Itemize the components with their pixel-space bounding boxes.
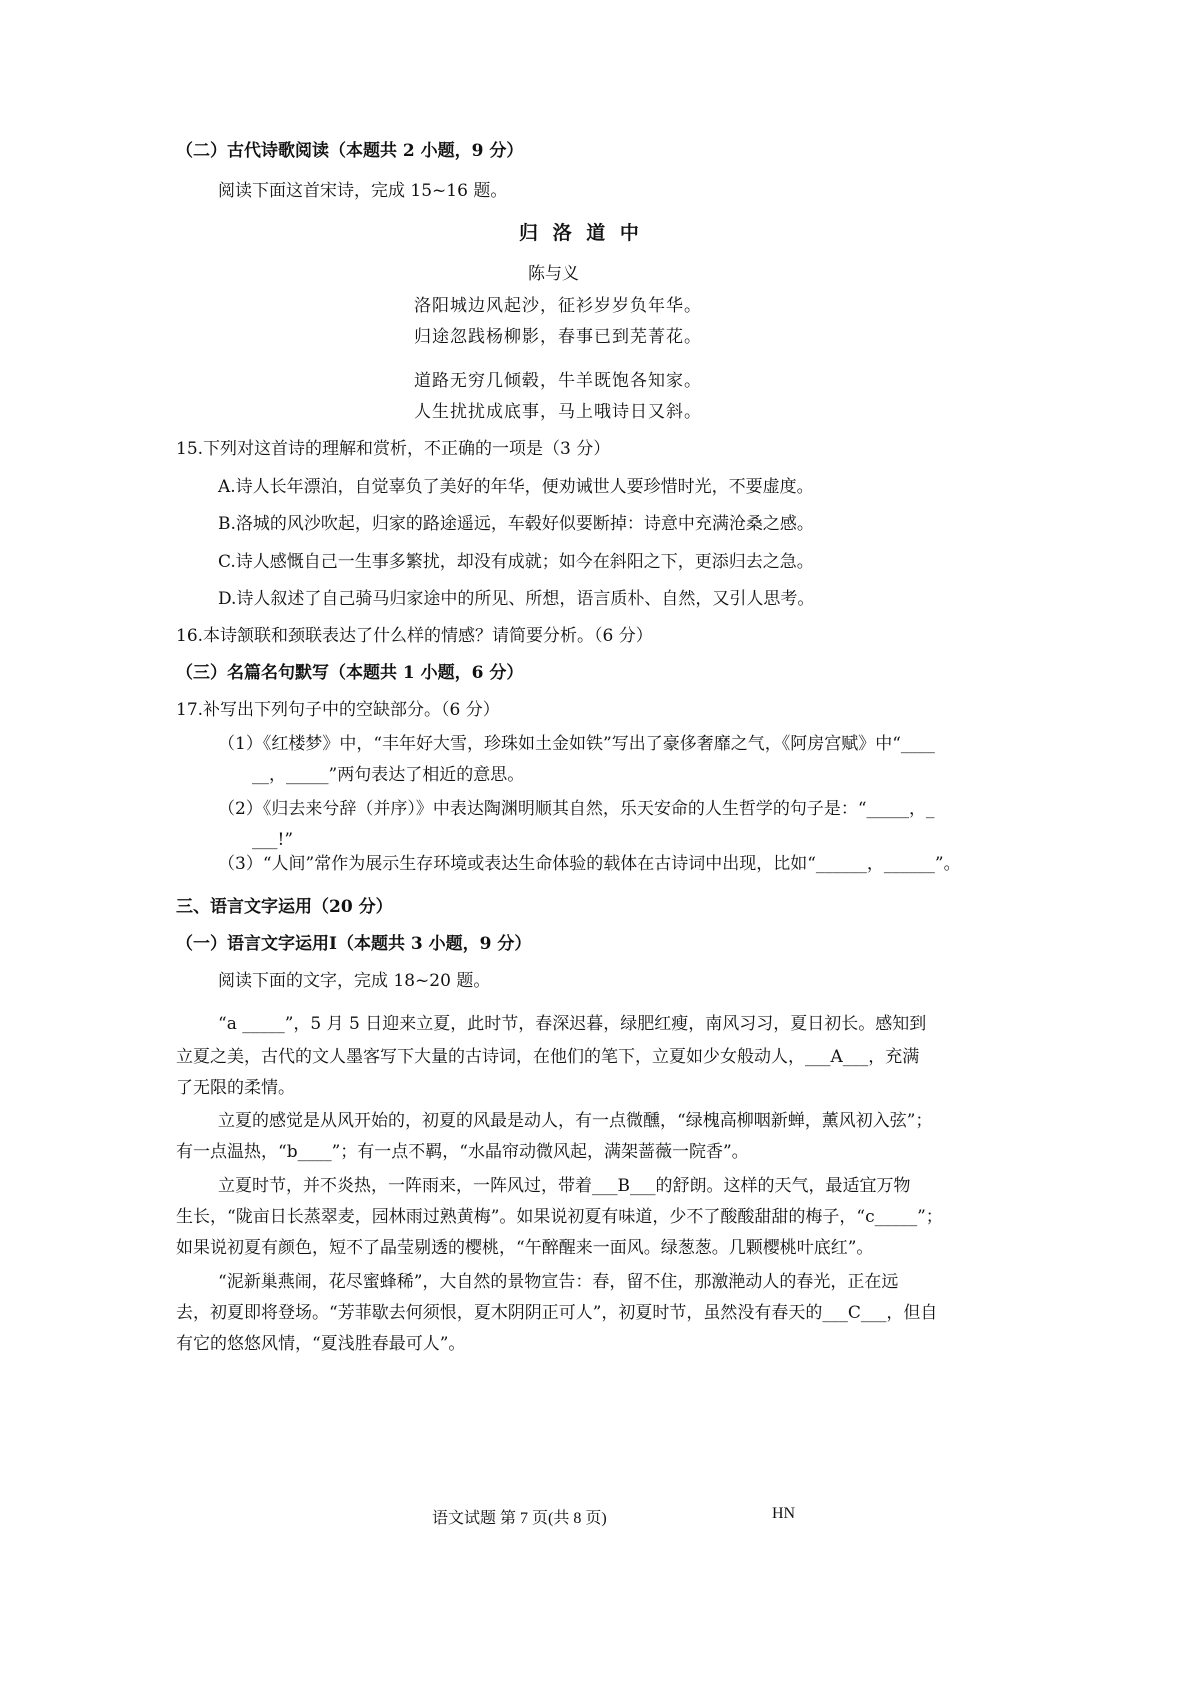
passage-line: 去，初夏即将登场。“芳菲歇去何须恨，夏木阴阴正可人”，初夏时节，虽然没有春天的___C___，但自 (176, 1303, 938, 1323)
passage-line: 生长，“陇亩日长蒸翠麦，园林雨过熟黄梅”。如果说初夏有味道，少不了酸酸甜甜的梅子，“c_____”； (176, 1207, 943, 1227)
passage-line: “泥新巢燕闹，花尽蜜蜂稀”，大自然的景物宣告：春，留不住，那激滟动人的春光，正在远 (218, 1272, 899, 1292)
poem-line: 归途忽践杨柳影，春事已到芜菁花。 (414, 327, 702, 347)
q15-option-b: B.洛城的风沙吹起，归家的路途遥远，车毂好似要断掉：诗意中充满沧桑之感。 (218, 514, 814, 534)
section2-header: （二）古代诗歌阅读（本题共 2 小题，9 分） (176, 141, 524, 161)
q16-stem: 16.本诗颔联和颈联表达了什么样的情感？请简要分析。（6 分） (176, 626, 653, 646)
passage-line: “a _____”，5 月 5 日迎来立夏，此时节，春深迟暮，绿肥红瘦，南风习习，夏日初长。感知到 (218, 1014, 927, 1034)
poem-line: 人生扰扰成底事，马上哦诗日又斜。 (414, 402, 702, 422)
q15-option-a: A.诗人长年漂泊，自觉辜负了美好的年华，便劝诫世人要珍惜时光，不要虚度。 (218, 477, 814, 497)
q15-option-d: D.诗人叙述了自己骑马归家途中的所见、所想，语言质朴、自然，又引人思考。 (218, 589, 815, 609)
q17-line: （3）“人间”常作为展示生存环境或表达生命体验的载体在古诗词中出现，比如“______，______”。 (218, 854, 961, 874)
q17-line: （1）《红楼梦》中，“丰年好大雪，珍珠如土金如铁”写出了豪侈奢靡之气，《阿房宫赋》中“____ (218, 734, 935, 754)
part3-header: 三、语言文字运用（20 分） (176, 897, 393, 917)
section2-intro: 阅读下面这首宋诗，完成 15~16 题。 (218, 181, 508, 201)
q17-line: __，_____”两句表达了相近的意思。 (252, 765, 525, 785)
q17-line: （2）《归去来兮辞（并序）》中表达陶渊明顺其自然，乐天安命的人生哲学的句子是：“_____，_ (218, 799, 935, 819)
passage-line: 了无限的柔情。 (176, 1078, 295, 1098)
q17-line: ___!” (252, 830, 294, 850)
passage-line: 立夏时节，并不炎热，一阵雨来，一阵风过，带着___B___的舒朗。这样的天气，最适宜万物 (218, 1176, 911, 1196)
passage-line: 立夏之美，古代的文人墨客写下大量的古诗词，在他们的笔下，立夏如少女般动人，___A___，充满 (176, 1047, 920, 1067)
poem-line: 洛阳城边风起沙，征衫岁岁负年华。 (414, 296, 702, 316)
sub1-header: （一）语言文字运用Ⅰ（本题共 3 小题，9 分） (176, 934, 532, 954)
passage-line: 有一点温热，“b____”；有一点不羁，“水晶帘动微风起，满架蔷薇一院香”。 (176, 1142, 749, 1162)
sub1-intro: 阅读下面的文字，完成 18~20 题。 (218, 971, 491, 991)
passage-line: 如果说初夏有颜色，短不了晶莹剔透的樱桃，“午醉醒来一面风。绿葱葱。几颗樱桃叶底红”。 (176, 1238, 874, 1258)
exam-code: HN (772, 1505, 796, 1522)
passage-line: 有它的悠悠风情，“夏浅胜春最可人”。 (176, 1334, 466, 1354)
poem-line: 道路无穷几倾毂，牛羊既饱各知家。 (414, 371, 702, 391)
passage-line: 立夏的感觉是从风开始的，初夏的风最是动人，有一点微醺，“绿槐高柳咽新蝉，薰风初入弦”； (218, 1111, 933, 1131)
poem-title: 归 洛 道 中 (519, 222, 643, 244)
q15-option-c: C.诗人感慨自己一生事多繁扰，却没有成就；如今在斜阳之下，更添归去之急。 (218, 552, 814, 572)
poem-author: 陈与义 (528, 264, 579, 284)
q15-stem: 15.下列对这首诗的理解和赏析，不正确的一项是（3 分） (176, 439, 611, 459)
section3-header: （三）名篇名句默写（本题共 1 小题，6 分） (176, 663, 524, 683)
page-number: 语文试题 第 7 页(共 8 页) (432, 1510, 607, 1527)
q17-stem: 17.补写出下列句子中的空缺部分。（6 分） (176, 700, 500, 720)
